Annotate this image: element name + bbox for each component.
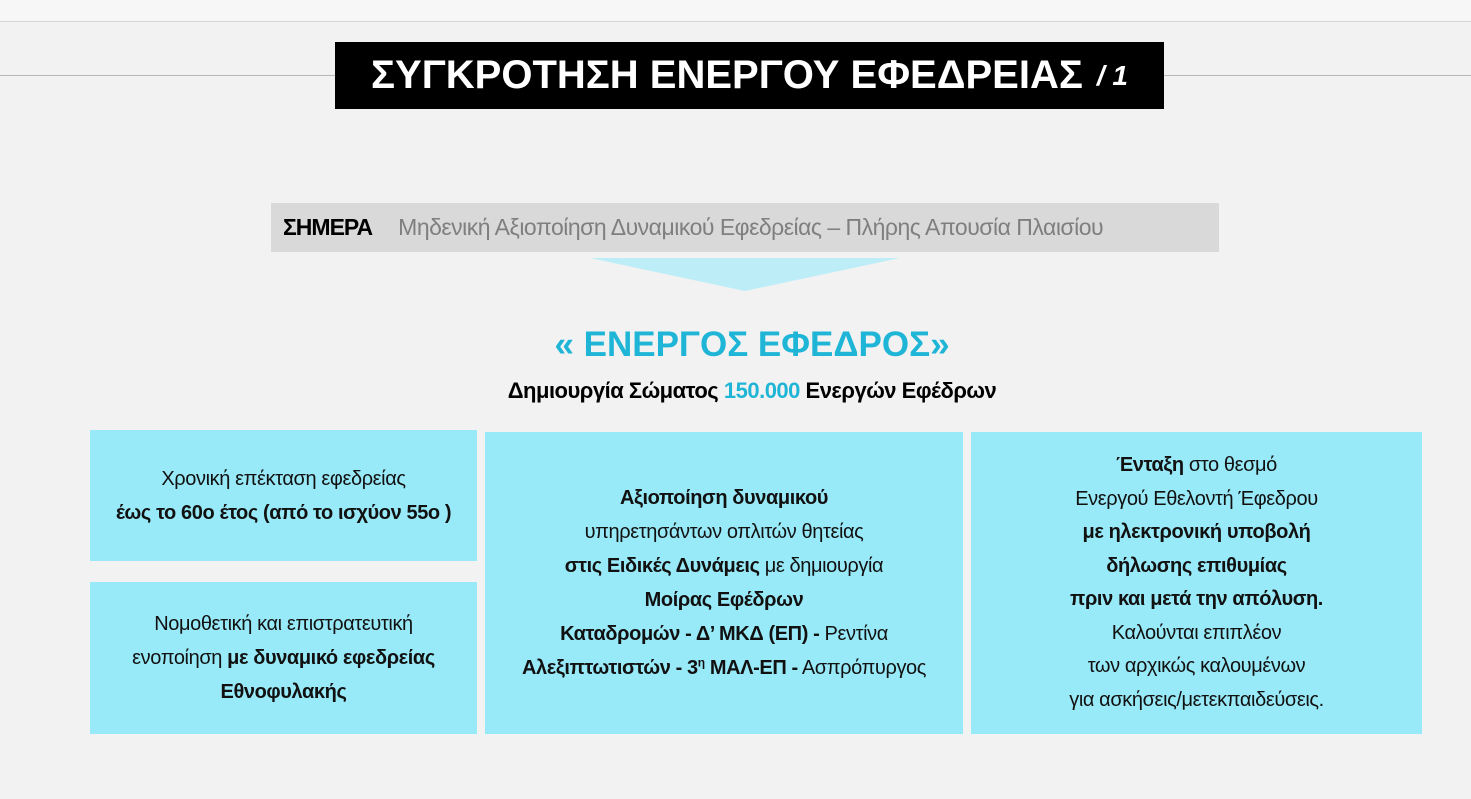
box-volunteer-line7: των αρχικώς καλουμένων <box>1087 655 1306 677</box>
box-volunteer-line2: Ενεργού Εθελοντή Έφεδρου <box>1075 487 1318 510</box>
box-volunteer <box>971 432 1422 734</box>
box-special-forces-line5-plain: Ρεντίνα <box>819 623 888 645</box>
box-special-forces-line2: υπηρετησάντων οπλιτών θητείας <box>584 521 864 543</box>
box-unification-line3: Εθνοφυλακής <box>220 681 347 703</box>
box-special-forces-line6-bold-b: ΜΑΛ-ΕΠ - <box>704 657 798 679</box>
box-extension-line2: έως το 60ο έτος (από το ισχύον 55ο ) <box>115 501 452 524</box>
box-special-forces-line3 <box>565 549 883 583</box>
box-special-forces-line4: Μοίρας Εφέδρων <box>644 589 804 611</box>
subheading-after: Ενεργών Εφέδρων <box>799 378 997 403</box>
box-extension <box>90 430 477 561</box>
main-heading: « ΕΝΕΡΓΟΣ ΕΦΕΔΡΟΣ» <box>554 325 950 364</box>
box-volunteer-line1-bold: Ένταξη <box>1116 454 1184 476</box>
box-volunteer-line3: με ηλεκτρονική υποβολή <box>1082 521 1311 543</box>
today-banner <box>271 203 1219 252</box>
box-special-forces-line5 <box>560 617 888 651</box>
top-strip <box>0 0 1471 22</box>
box-volunteer-line1 <box>1116 449 1277 483</box>
slide-number: / 1 <box>1096 59 1128 91</box>
today-text: Μηδενική Αξιοποίηση Δυναμικού Εφεδρείας – Πλήρης Απουσία Πλαισίου <box>398 214 1104 240</box>
slide-title-text: ΣΥΓΚΡΟΤΗΣΗ ΕΝΕΡΓΟΥ ΕΦΕΔΡΕΙΑΣ <box>371 53 1083 97</box>
box-special-forces-line3-plain: με δημιουργία <box>759 555 884 577</box>
box-volunteer-line8: για ασκήσεις/μετεκπαιδεύσεις. <box>1069 688 1324 711</box>
box-special-forces-line6-bold-a: Αλεξιπτωτιστών - 3 <box>521 657 698 679</box>
box-volunteer-line1-plain: στο θεσμό <box>1183 454 1277 476</box>
box-special-forces-line6-sup: η <box>697 655 705 670</box>
subheading-before: Δημιουργία Σώματος <box>507 378 724 403</box>
today-label: ΣΗΜΕΡΑ <box>283 214 373 240</box>
box-special-forces-line5-bold: Καταδρομών - Δ’ ΜΚΔ (ΕΠ) - <box>560 623 820 645</box>
box-unification-line2-plain: ενοποίηση <box>132 647 228 669</box>
box-unification <box>90 582 477 734</box>
subheading-number: 150.000 <box>723 378 800 403</box>
box-special-forces-line1: Αξιοποίηση δυναμικού <box>619 487 829 509</box>
box-special-forces-line6 <box>522 651 926 685</box>
box-special-forces-line6-plain: Ασπρόπυργος <box>797 657 927 679</box>
box-volunteer-line4: δήλωσης επιθυμίας <box>1106 554 1287 577</box>
box-unification-line2 <box>132 641 435 675</box>
box-volunteer-line5: πριν και μετά την απόλυση. <box>1070 588 1323 610</box>
box-unification-line1: Νομοθετική και επιστρατευτική <box>154 613 413 635</box>
down-arrow-shape <box>590 258 900 292</box>
box-volunteer-line6: Καλούνται επιπλέον <box>1111 621 1282 644</box>
box-unification-line2-bold: με δυναμικό εφεδρείας <box>227 647 435 669</box>
box-special-forces-line3-bold: στις Ειδικές Δυνάμεις <box>564 555 760 577</box>
slide-title <box>335 42 1164 109</box>
subheading <box>0 378 1471 404</box>
box-extension-line1: Χρονική επέκταση εφεδρείας <box>161 467 406 490</box>
box-special-forces <box>485 432 963 734</box>
